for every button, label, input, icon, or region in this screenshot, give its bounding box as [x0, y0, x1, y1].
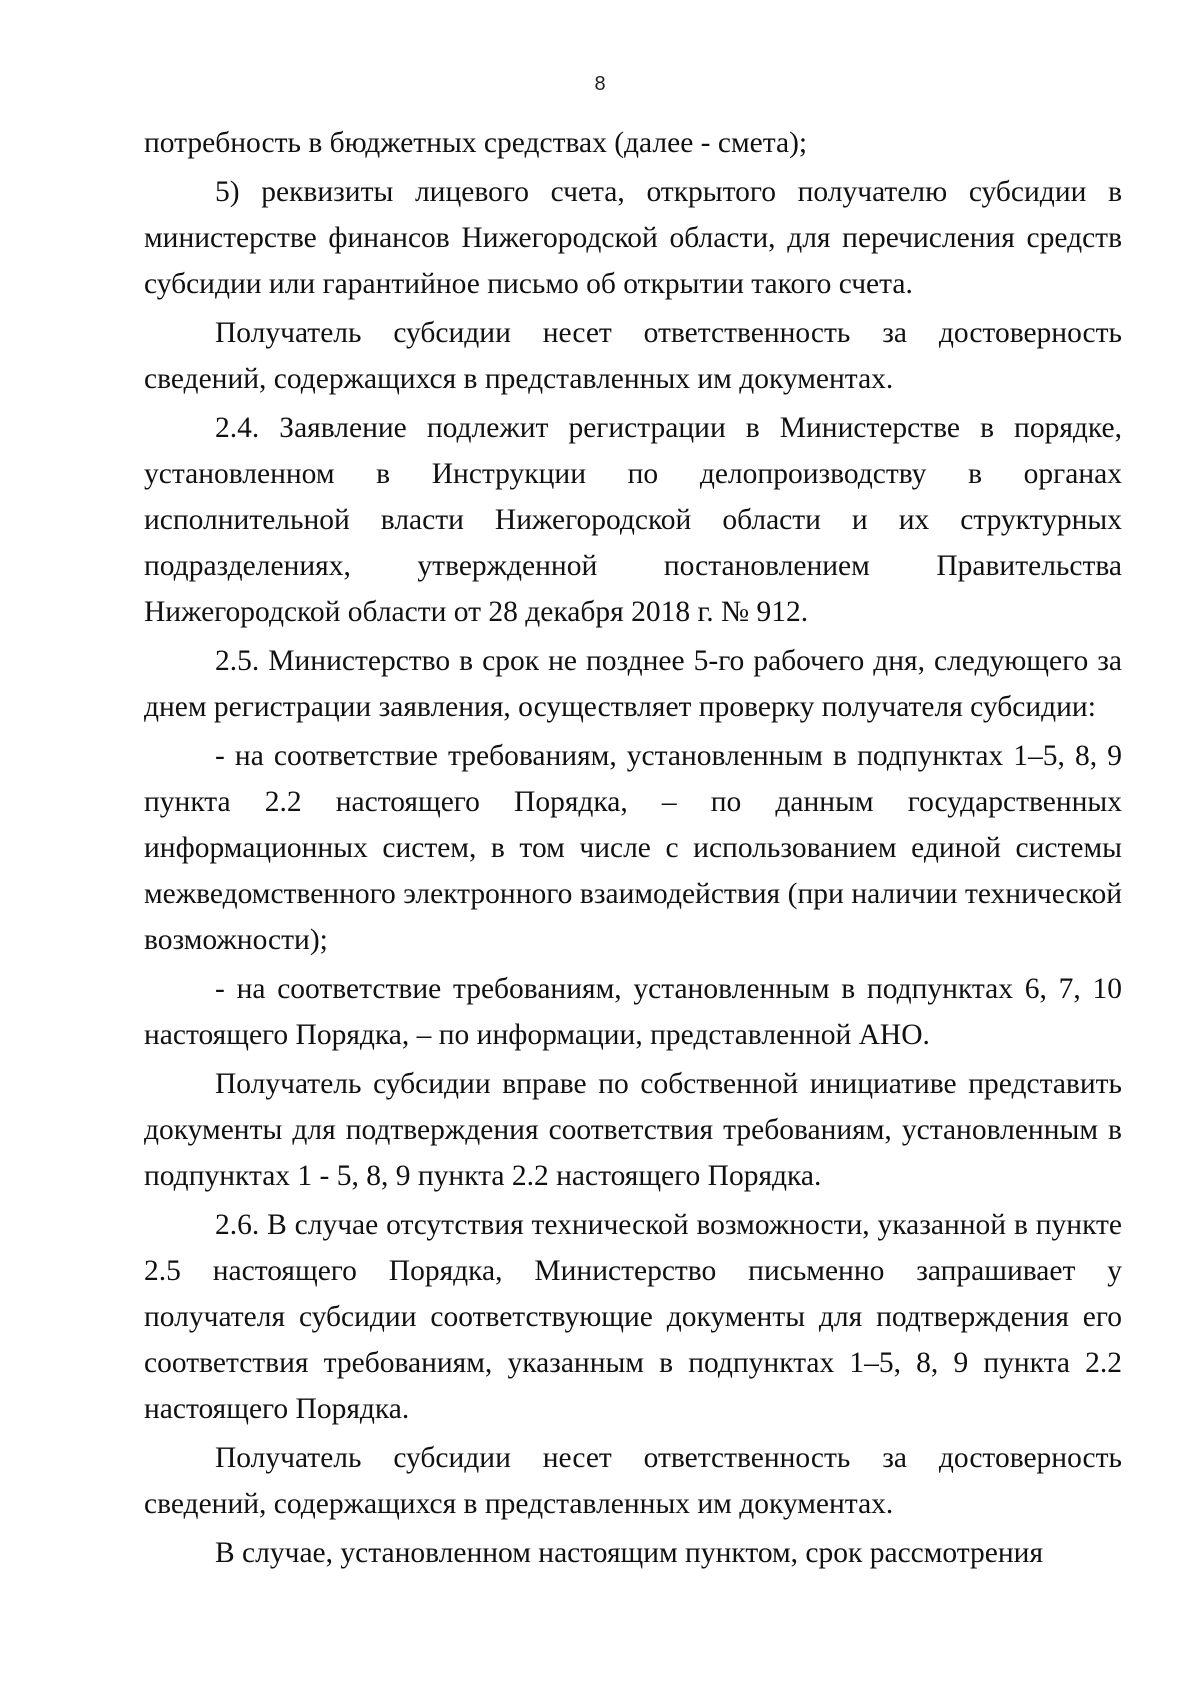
paragraph-section-2-5: 2.5. Министерство в срок не позднее 5-го рабочего дня, следующего за днем регистрации заявления, осуществляет проверку получателя субсидии: — [144, 645, 1122, 723]
paragraph-recipient-responsibility-repeat: Получатель субсидии несет ответственность за достоверность сведений, содержащихся в представленных им документах. — [144, 1442, 1122, 1520]
document-body — [144, 120, 1122, 1576]
paragraph-check-ano: - на соответствие требованиям, установленным в подпунктах 6, 7, 10 настоящего Порядка, – по информации, представленной АНО. — [144, 973, 1122, 1051]
paragraph-own-initiative: Получатель субсидии вправе по собственной инициативе представить документы для подтверждения соответствия требованиям, установленным в подпунктах 1 - 5, 8, 9 пункта 2.2 настоящего Порядка. — [144, 1068, 1122, 1192]
paragraph-item-5-account-details: 5) реквизиты лицевого счета, открытого получателю субсидии в министерстве финансов Нижегородской области, для перечисления средств субсидии или гарантийное письмо об открытии такого счета. — [144, 176, 1122, 300]
paragraph-review-period: В случае, установленном настоящим пунктом, срок рассмотрения — [215, 1537, 1044, 1569]
paragraph-recipient-responsibility: Получатель субсидии несет ответственность за достоверность сведений, содержащихся в представленных им документах. — [144, 317, 1122, 395]
paragraph-section-2-4: 2.4. Заявление подлежит регистрации в Министерстве в порядке, установленном в Инструкции по делопроизводству в органах исполнительной власти Нижегородской области и их структурных подразделениях, утвержденной постановлением Правительства Нижегородской области от 28 декабря 2018 г. № 912. — [144, 412, 1122, 628]
paragraph-section-2-6: 2.6. В случае отсутствия технической возможности, указанной в пункте 2.5 настоящего Порядка, Министерство письменно запрашивает у получателя субсидии соответствующие документы для подтверждения его соответствия требованиям, указанным в подпунктах 1–5, 8, 9 пункта 2.2 настоящего Порядка. — [144, 1209, 1122, 1425]
paragraph-estimate-continuation: потребность в бюджетных средствах (далее - смета); — [144, 127, 808, 159]
page-number: 8 — [594, 73, 606, 95]
paragraph-check-info-systems: - на соответствие требованиям, установленным в подпунктах 1–5, 8, 9 пункта 2.2 настоящего Порядка, – по данным государственных информационных систем, в том числе с использованием единой системы межведомственного электронного взаимодействия (при наличии технической возможности); — [144, 740, 1122, 956]
